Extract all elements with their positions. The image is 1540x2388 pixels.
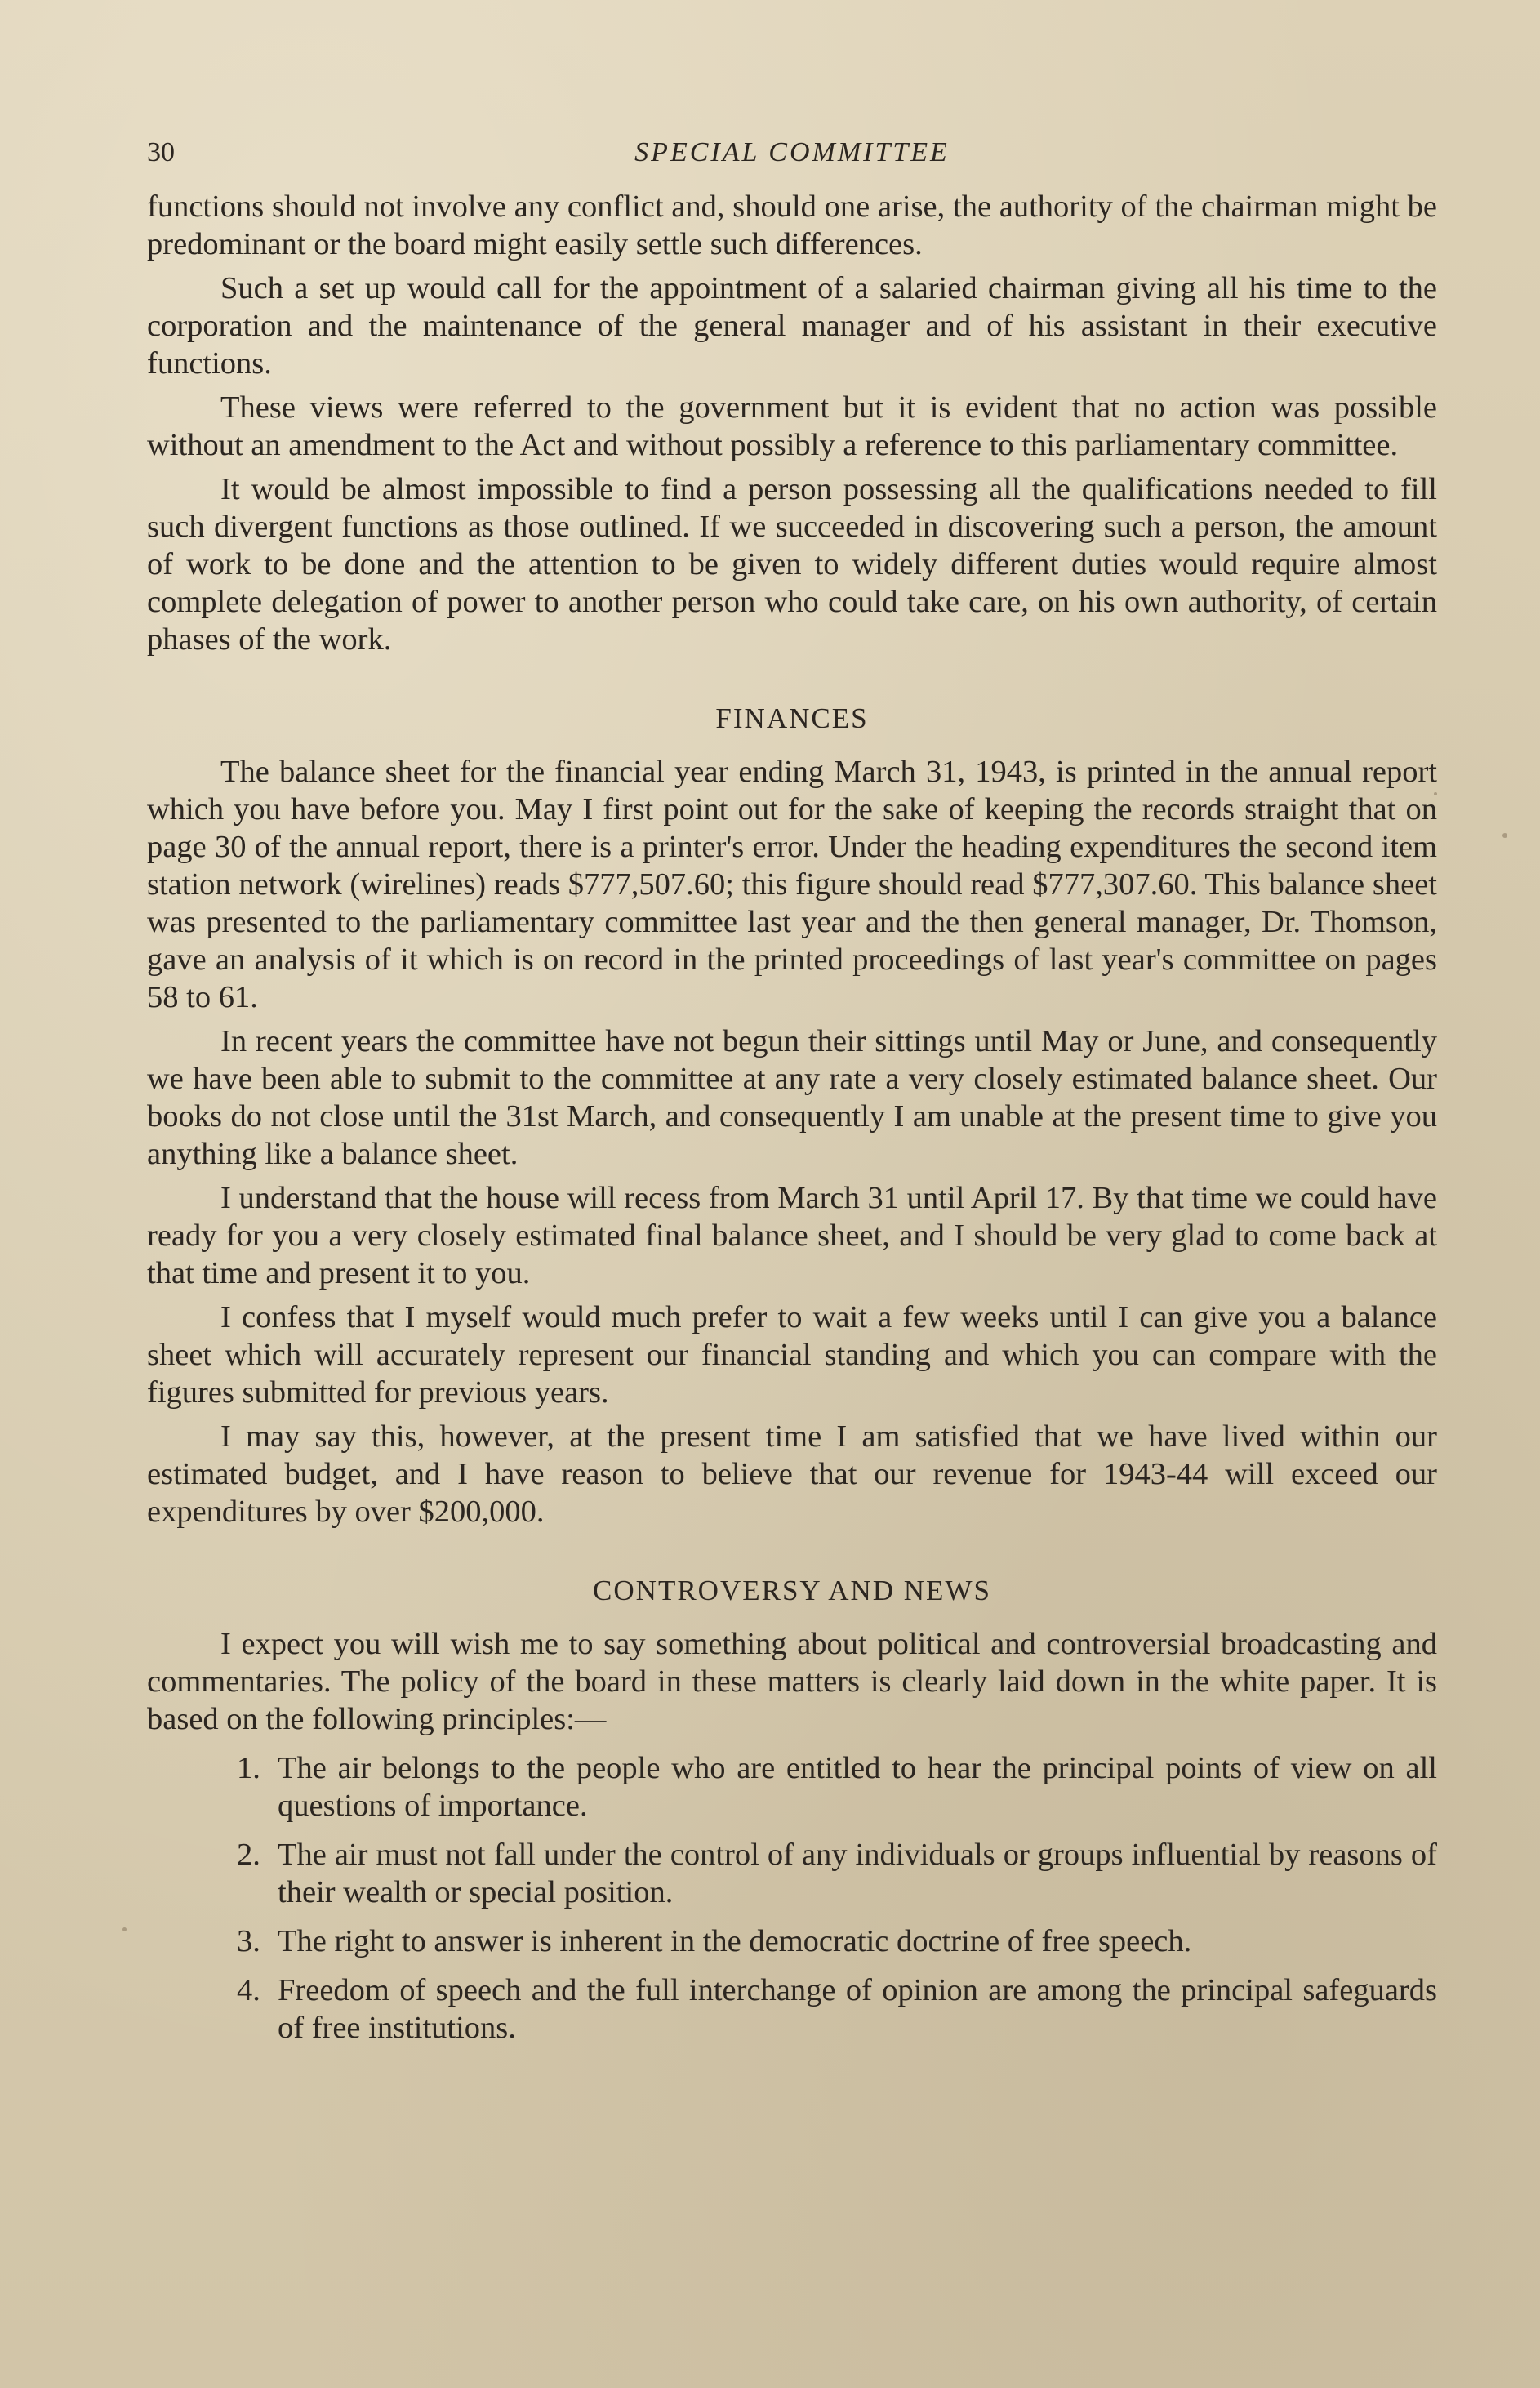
paragraph: I understand that the house will recess from March 31 until April 17. By that time we could have ready for you a very closely estimated final balance sheet, and I should be very glad to come back at that time and present it to you. [147,1181,1437,1290]
finances-section [147,702,1437,1530]
running-title: SPECIAL COMMITTEE [634,137,950,167]
paper-speck [1434,792,1437,795]
list-item-number: 3. [237,1924,260,1958]
list-item [147,1971,1437,2047]
paragraph: I may say this, however, at the present time I am satisfied that we have lived within our estimated budget, and I have reason to believe that our revenue for 1943-44 will exceed our expenditures by over $200,000. [147,1419,1437,1529]
paragraph: In recent years the committee have not begun their sittings until May or June, and consequently we have been able to submit to the committee at any rate a very closely estimated balance sheet. Our books do not close until the 31st March, and consequently I am unable at the present time to give you anything like a balance sheet. [147,1024,1437,1171]
principles-list [147,1749,1437,2047]
paragraph: I expect you will wish me to say something about political and controversial broadcasting and commentaries. The policy of the board in these matters is clearly laid down in the white paper. It is based on the following principles:— [147,1627,1437,1736]
list-item-text: The right to answer is inherent in the democratic doctrine of free speech. [278,1924,1192,1958]
list-item [147,1836,1437,1911]
controversy-section [147,1575,1437,2047]
running-head [147,131,1437,188]
section-heading-controversy: CONTROVERSY AND NEWS [593,1575,991,1606]
paper-speck [122,1927,127,1931]
paragraph: functions should not involve any conflict and, should one arise, the authority of the chairman might be predominant or the board might easily settle such differences. [147,189,1437,261]
paragraph: It would be almost impossible to find a person possessing all the qualifications needed to fill such divergent functions as those outlined. If we succeeded in discovering such a person, the amount of work to be done and the attention to be given to widely different duties would require almost complete delegation of power to another person who could take care, on his own authority, of certain phases of the work. [147,472,1437,657]
intro-section [147,188,1437,658]
list-item-number: 4. [237,1973,260,2007]
list-item-text: Freedom of speech and the full interchange of opinion are among the principal safeguards of free institutions. [278,1973,1437,2045]
paragraph: Such a set up would call for the appointment of a salaried chairman giving all his time to the corporation and the maintenance of the general manager and of his assistant in their executive functions. [147,271,1437,381]
paper-speck [1502,833,1507,838]
paragraph: The balance sheet for the financial year ending March 31, 1943, is printed in the annual report which you have before you. May I first point out for the sake of keeping the records straight that on page 30 of the annual report, there is a printer's error. Under the heading expenditures the second item station network (wirelines) reads $777,507.60; this figure should read $777,307.60. This balance sheet was presented to the parliamentary committee last year and the then general manager, Dr. Thomson, gave an analysis of it which is on record in the printed proceedings of last year's committee on pages 58 to 61. [147,755,1437,1014]
list-item-number: 2. [237,1838,260,1872]
paragraph: I confess that I myself would much prefer to wait a few weeks until I can give you a balance sheet which will accurately represent our financial standing and which you can compare with the figures submitted for previous years. [147,1300,1437,1410]
page-number: 30 [147,137,175,167]
paragraph: These views were referred to the government but it is evident that no action was possible without an amendment to the Act and without possibly a reference to this parliamentary committee. [147,390,1437,462]
list-item-number: 1. [237,1751,260,1785]
list-item [147,1922,1437,1960]
list-item-text: The air belongs to the people who are entitled to hear the principal points of view on all questions of importance. [278,1751,1437,1823]
document-page [147,131,1437,2352]
list-item [147,1749,1437,1824]
list-item-text: The air must not fall under the control of any individuals or groups influential by reasons of their wealth or special position. [278,1838,1437,1909]
section-heading-finances: FINANCES [715,702,869,734]
